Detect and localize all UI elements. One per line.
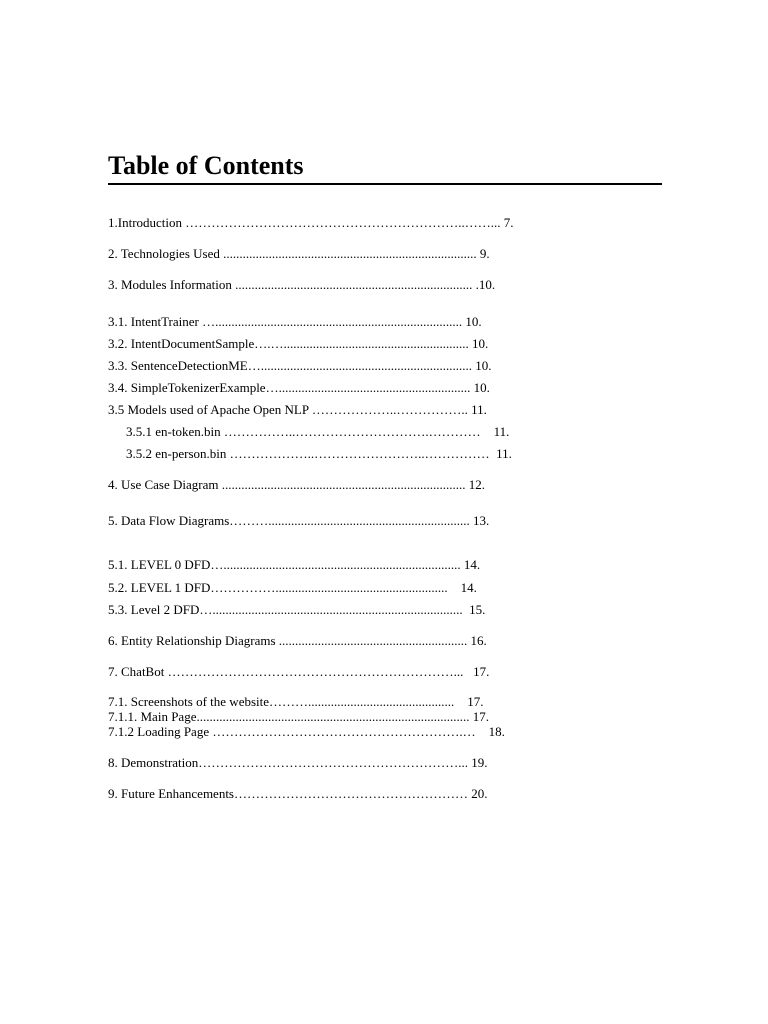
toc-entry-sentence-detection: 3.3. SentenceDetectionME…................................................................. 10. <box>108 358 492 373</box>
toc-entry-level-2-dfd: 5.3. Level 2 DFD…............................................................................. 15. <box>108 602 486 617</box>
toc-entry-data-flow-diagrams: 5. Data Flow Diagrams……….............................................................. 13. <box>108 513 490 528</box>
title-underline <box>108 183 662 185</box>
toc-entry-en-person: 3.5.2 en-person.bin ………………..……………………..…………… 11. <box>126 446 512 461</box>
toc-entry-apache-nlp-models: 3.5 Models used of Apache Open NLP ………………..…………….. 11. <box>108 402 487 417</box>
toc-entry-technologies-used: 2. Technologies Used .............................................................................. 9. <box>108 246 490 261</box>
page-title: Table of Contents <box>108 151 304 180</box>
toc-entry-intent-document-sample: 3.2. IntentDocumentSample….…......................................................... 10. <box>108 336 489 351</box>
toc-entry-main-page: 7.1.1. Main Page.................................................................................... 17. <box>108 709 489 724</box>
toc-entry-introduction: 1.Introduction ………………………………………………………..……... 7. <box>108 215 514 230</box>
toc-entry-use-case-diagram: 4. Use Case Diagram ........................................................................... 12. <box>108 477 485 492</box>
toc-entry-intent-trainer: 3.1. IntentTrainer …............................................................................ 10. <box>108 314 482 329</box>
toc-entry-simple-tokenizer: 3.4. SimpleTokenizerExample…........................................................... 10. <box>108 380 490 395</box>
toc-entry-en-token: 3.5.1 en-token.bin ……………..………………………….………… 11. <box>126 424 510 439</box>
toc-entry-loading-page: 7.1.2 Loading Page ………………………………………………….… 18. <box>108 724 505 739</box>
toc-entry-modules-information: 3. Modules Information ......................................................................... .10. <box>108 277 496 292</box>
toc-entry-screenshots: 7.1. Screenshots of the website………............................................. 17. <box>108 694 484 709</box>
toc-entry-future-enhancements: 9. Future Enhancements……………………………………………… 20. <box>108 786 488 801</box>
toc-entry-chatbot: 7. ChatBot …………………………………………………………... 17. <box>108 664 490 679</box>
toc-entry-level-1-dfd: 5.2. LEVEL 1 DFD……………..................................................... 14. <box>108 580 477 595</box>
toc-entry-entity-relationship: 6. Entity Relationship Diagrams .......................................................... 16. <box>108 633 487 648</box>
toc-entry-level-0-dfd: 5.1. LEVEL 0 DFD…......................................................................... 14. <box>108 557 481 572</box>
toc-entry-demonstration: 8. Demonstration……………………………………………………... 19. <box>108 755 488 770</box>
